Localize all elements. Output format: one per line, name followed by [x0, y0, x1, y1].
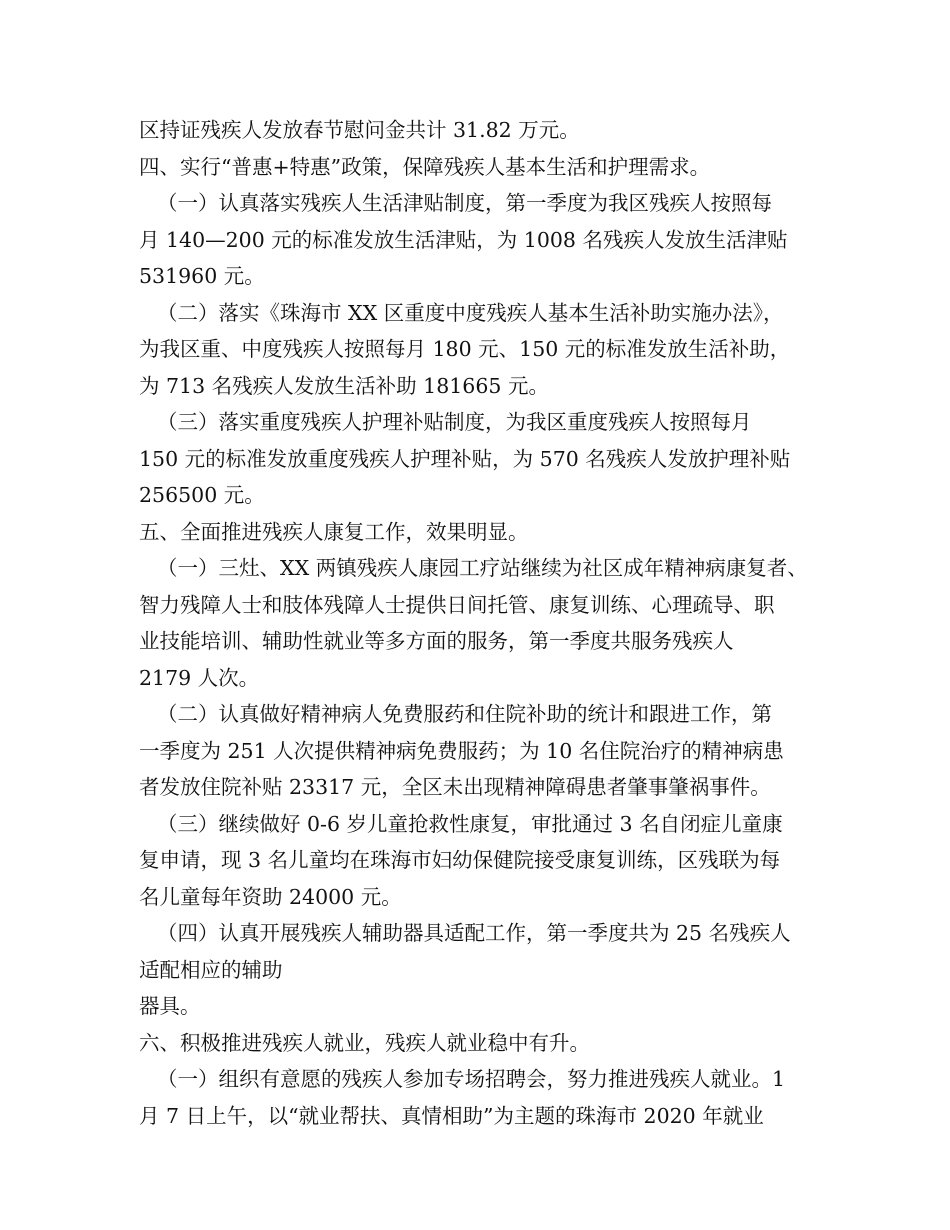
- paragraph-line: 区持证残疾人发放春节慰问金共计 31.82 万元。: [139, 118, 580, 142]
- paragraph-line: 复申请，现 3 名儿童均在珠海市妇幼保健院接受康复训练，区残联为每: [139, 848, 781, 872]
- paragraph-line: （一）组织有意愿的残疾人参加专场招聘会，努力推进残疾人就业。1: [157, 1067, 786, 1091]
- paragraph-line: （二）落实《珠海市 XX 区重度中度残疾人基本生活补助实施办法》，: [157, 300, 784, 325]
- paragraph-line: 150 元的标准发放重度残疾人护理补贴，为 570 名残疾人发放护理补贴: [139, 446, 791, 471]
- paragraph-line: 256500 元。: [139, 483, 265, 507]
- paragraph-line: 一季度为 251 人次提供精神病免费服药；为 10 名住院治疗的精神病患: [139, 738, 784, 763]
- paragraph-line: 五、全面推进残疾人康复工作，效果明显。: [139, 519, 529, 544]
- paragraph-line: （三）继续做好 0-6 岁儿童抢救性康复，审批通过 3 名自闭症儿童康: [157, 811, 783, 836]
- paragraph-line: （一）三灶、XX 两镇残疾人康园工疗站继续为社区成年精神病康复者、: [157, 556, 808, 580]
- paragraph-line: （二）认真做好精神病人免费服药和住院补助的统计和跟进工作，第: [157, 702, 772, 726]
- paragraph-line: 月 140—200 元的标准发放生活津贴，为 1008 名残疾人发放生活津贴: [139, 227, 788, 252]
- paragraph-line: 智力残障人士和肢体残障人士提供日间托管、康复训练、心理疏导、职: [139, 592, 775, 617]
- paragraph-line: 为 713 名残疾人发放生活补助 181665 元。: [139, 373, 549, 398]
- paragraph-line: （三）落实重度残疾人护理补贴制度，为我区重度残疾人按照每月: [157, 410, 752, 434]
- paragraph-line: 六、积极推进残疾人就业，残疾人就业稳中有升。: [139, 1030, 590, 1055]
- document-body: [139, 112, 829, 1134]
- paragraph-line: 月 7 日上午，以“就业帮扶、真情相助”为主题的珠海市 2020 年就业: [139, 1103, 764, 1128]
- paragraph-line: 531960 元。: [139, 264, 265, 288]
- paragraph-line: （一）认真落实残疾人生活津贴制度，第一季度为我区残疾人按照每: [157, 191, 772, 215]
- paragraph-line: 2179 人次。: [139, 665, 260, 690]
- paragraph-line: 为我区重、中度残疾人按照每月 180 元、150 元的标准发放生活补助，: [139, 337, 791, 361]
- paragraph-line: 名儿童每年资助 24000 元。: [139, 884, 402, 909]
- paragraph-line: 适配相应的辅助: [139, 957, 283, 982]
- paragraph-line: 器具。: [139, 994, 201, 1018]
- paragraph-line: 业技能培训、辅助性就业等多方面的服务，第一季度共服务残疾人: [139, 629, 734, 653]
- paragraph-line: （四）认真开展残疾人辅助器具适配工作，第一季度共为 25 名残疾人: [157, 921, 791, 945]
- paragraph-line: 者发放住院补贴 23317 元，全区未出现精神障碍患者肇事肇祸事件。: [139, 775, 771, 799]
- paragraph-line: 四、实行“普惠+特惠”政策，保障残疾人基本生活和护理需求。: [139, 154, 711, 179]
